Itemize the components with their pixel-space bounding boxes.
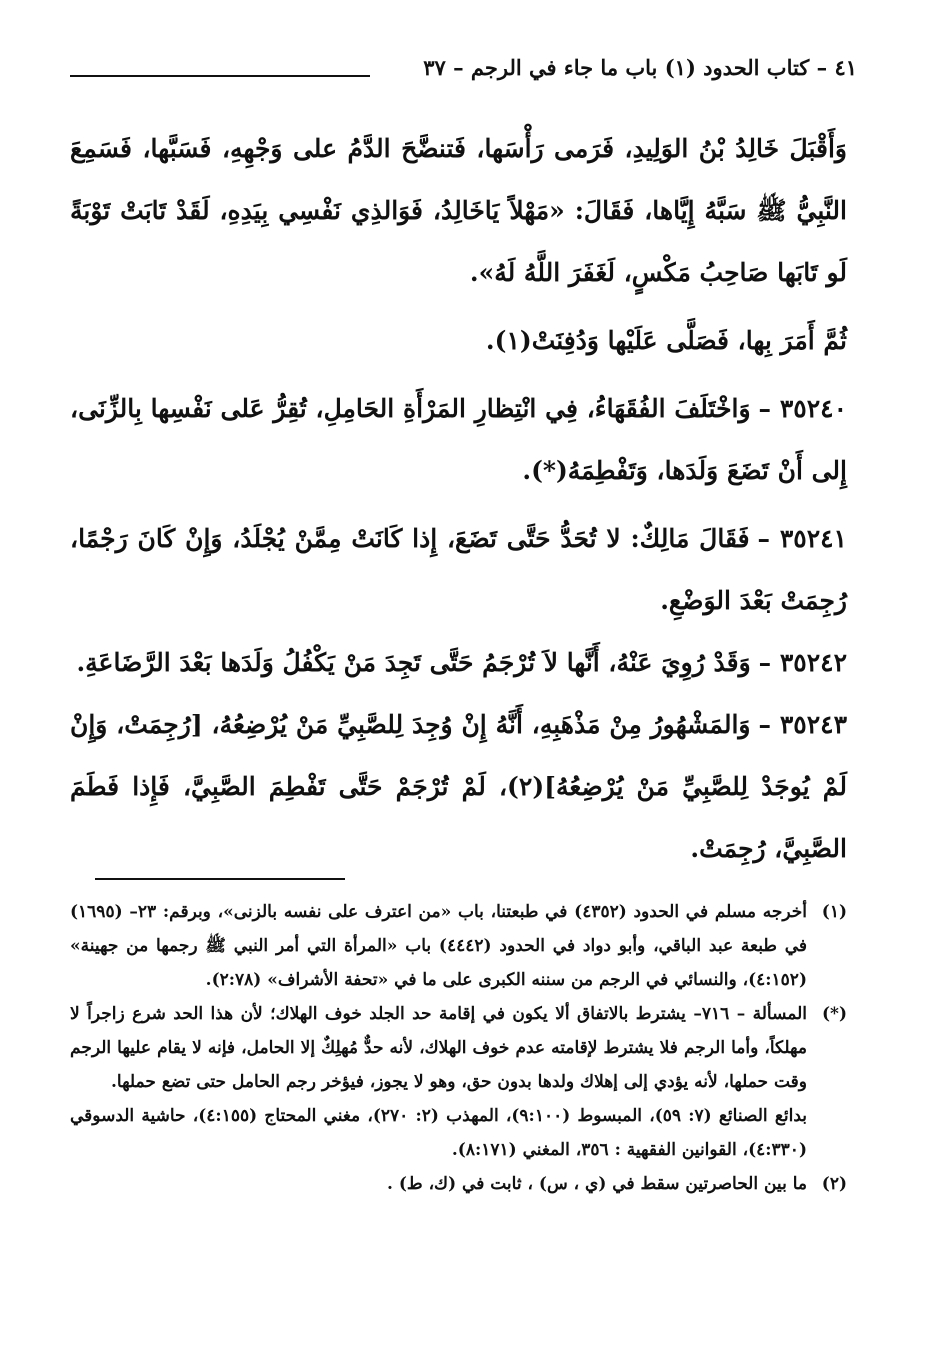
running-header: [70, 55, 857, 95]
paragraph-2: ثُمَّ أَمَرَ بِها، فَصَلَّى عَلَيْها وَدُفِنَتْ(١).: [485, 326, 847, 355]
paragraph-35242: [70, 632, 847, 694]
footnote-text: ما بين الحاصرتين سقط في (ي ، س) ، ثابت في (ك، ط) .: [387, 1174, 807, 1194]
paragraph-1: وَأَقْبَلَ خَالِدُ بْنُ الوَلِيدِ، فَرَمى رَأْسَها، فَتنضَّحَ الدَّمُ على وَجْهِهِ، فَسَبَّها، فَسَمِعَ النَّبِيُّ ﷺ سَبَّهُ إِيَّاها، فَقَالَ: «مَهْلاً يَاخَالِدُ، فَوَالذِي نَفْسِي بِيَدِهِ، لَقَدْ تَابَتْ تَوْبَةً لَو تَابَها صَاحِبُ مَكْسٍ، لَغَفَرَ اللَّهُ لَهُ».: [70, 134, 847, 287]
issue-text: يشترط بالاتفاق ألا يكون في إقامة حد الجلد خوف الهلاك؛ لأن هذا الحد شرع زاجراً لا مهلكاً، وأما الرجم فلا يشترط لإقامته عدم خوف الهلاك، لأنه حدٌّ مُهلِكٌ إلا الحامل، فإنه لا يقام عليها الرجم وقت حملها، لأنه يؤدي إلى إهلاك ولدها بدون حق، وهو لا يجوز، فيؤخر رجم الحامل حتى تضع حملها.: [70, 1004, 807, 1092]
paragraph-text: وَالمَشْهُورُ مِنْ مَذْهَبِهِ، أَنَّهُ إِنْ وُجِدَ لِلصَّبِيِّ مَنْ يُرْضِعُهُ، [رُجِمَتْ، وَإِنْ لَمْ يُوجَدْ لِلصَّبِيِّ مَنْ يُرْضِعُهُ](٢)، لَمْ تُرْجَمْ حَتَّى تَفْطِمَ الصَّبِيَّ، فَإِذا فَطَمَ الصَّبِيَّ، رُجِمَتْ.: [70, 710, 848, 863]
footnote-marker: (*): [822, 1004, 847, 1024]
paragraph-text: فَقَالَ مَالِكٌ: لا تُحَدُّ حَتَّى تَضَعَ، إِذا كَانَتْ مِمَّنْ يُجْلَدُ، وَإِنْ كَانَ رَجْمًا، رُجِمَتْ بَعْدَ الوَضْعِ.: [70, 524, 847, 615]
paragraph-35243: [70, 694, 847, 880]
paragraph-text: وَاخْتَلَفَ الفُقَهَاءُ، فِي انْتِظارِ المَرْأَةِ الحَامِلِ، تُقِرُّ عَلى نَفْسِها بِالزِّنَى، إِلى أَنْ تَضَعَ وَلَدَها، وَتَفْطِمَهُ(*).: [70, 394, 847, 485]
paragraph-number: ٣٥٢٤٢ –: [758, 648, 847, 677]
header-rule: [70, 75, 370, 77]
paragraph-text: وَقَدْ رُوِيَ عَنْهُ، أَنَّها لاَ تُرْجَمُ حَتَّى تَجِدَ مَنْ يَكْفُلُ وَلَدَها بَعْدَ الرَّضَاعَةِ.: [76, 648, 751, 677]
footnote-1: [70, 895, 847, 997]
footnote-text: أخرجه مسلم في الحدود (٤٣٥٢) في طبعتنا، باب «من اعترف على نفسه بالزنى»، وبرقم: ٢٣– (١٦٩٥) في طبعة عبد الباقي، وأبو دواد في الحدود (٤٤٤٢) باب «المرأة التي أمر النبي ﷺ رجمها من جهينة» (٤:١٥٢)، والنسائي في الرجم من سننه الكبرى على ما في «تحفة الأشراف» (٢:٧٨).: [70, 902, 808, 990]
footnote-separator: [95, 878, 345, 880]
issue-label: المسألة – ٧١٦–: [693, 1004, 807, 1024]
footnotes: [70, 895, 847, 1201]
footnote-references: بدائع الصنائع (٧: ٥٩)، المبسوط (٩:١٠٠)، المهذب (٢: ٢٧٠)، مغني المحتاج (٤:١٥٥)، حاشية الدسوقي (٤:٣٣٠)، القوانين الفقهية : ٣٥٦، المغني (٨:١٧١).: [70, 1106, 807, 1160]
footnote-2: [70, 1167, 847, 1201]
footnote-marker: (٢): [821, 1174, 847, 1194]
footnote-star: [70, 997, 847, 1099]
paragraph-number: ٣٥٢٤٣ –: [758, 710, 847, 739]
paragraph-35241: [70, 508, 847, 632]
footnote-text: [70, 997, 807, 1099]
paragraph-number: ٣٥٢٤٠ –: [758, 394, 847, 423]
paragraph-number: ٣٥٢٤١ –: [757, 524, 847, 553]
footnote-marker: (١): [821, 902, 847, 922]
main-text: [70, 118, 847, 880]
header-title: ٤١ – كتاب الحدود (١) باب ما جاء في الرجم – ٣٧: [423, 55, 857, 80]
paragraph-35240: [70, 378, 847, 502]
